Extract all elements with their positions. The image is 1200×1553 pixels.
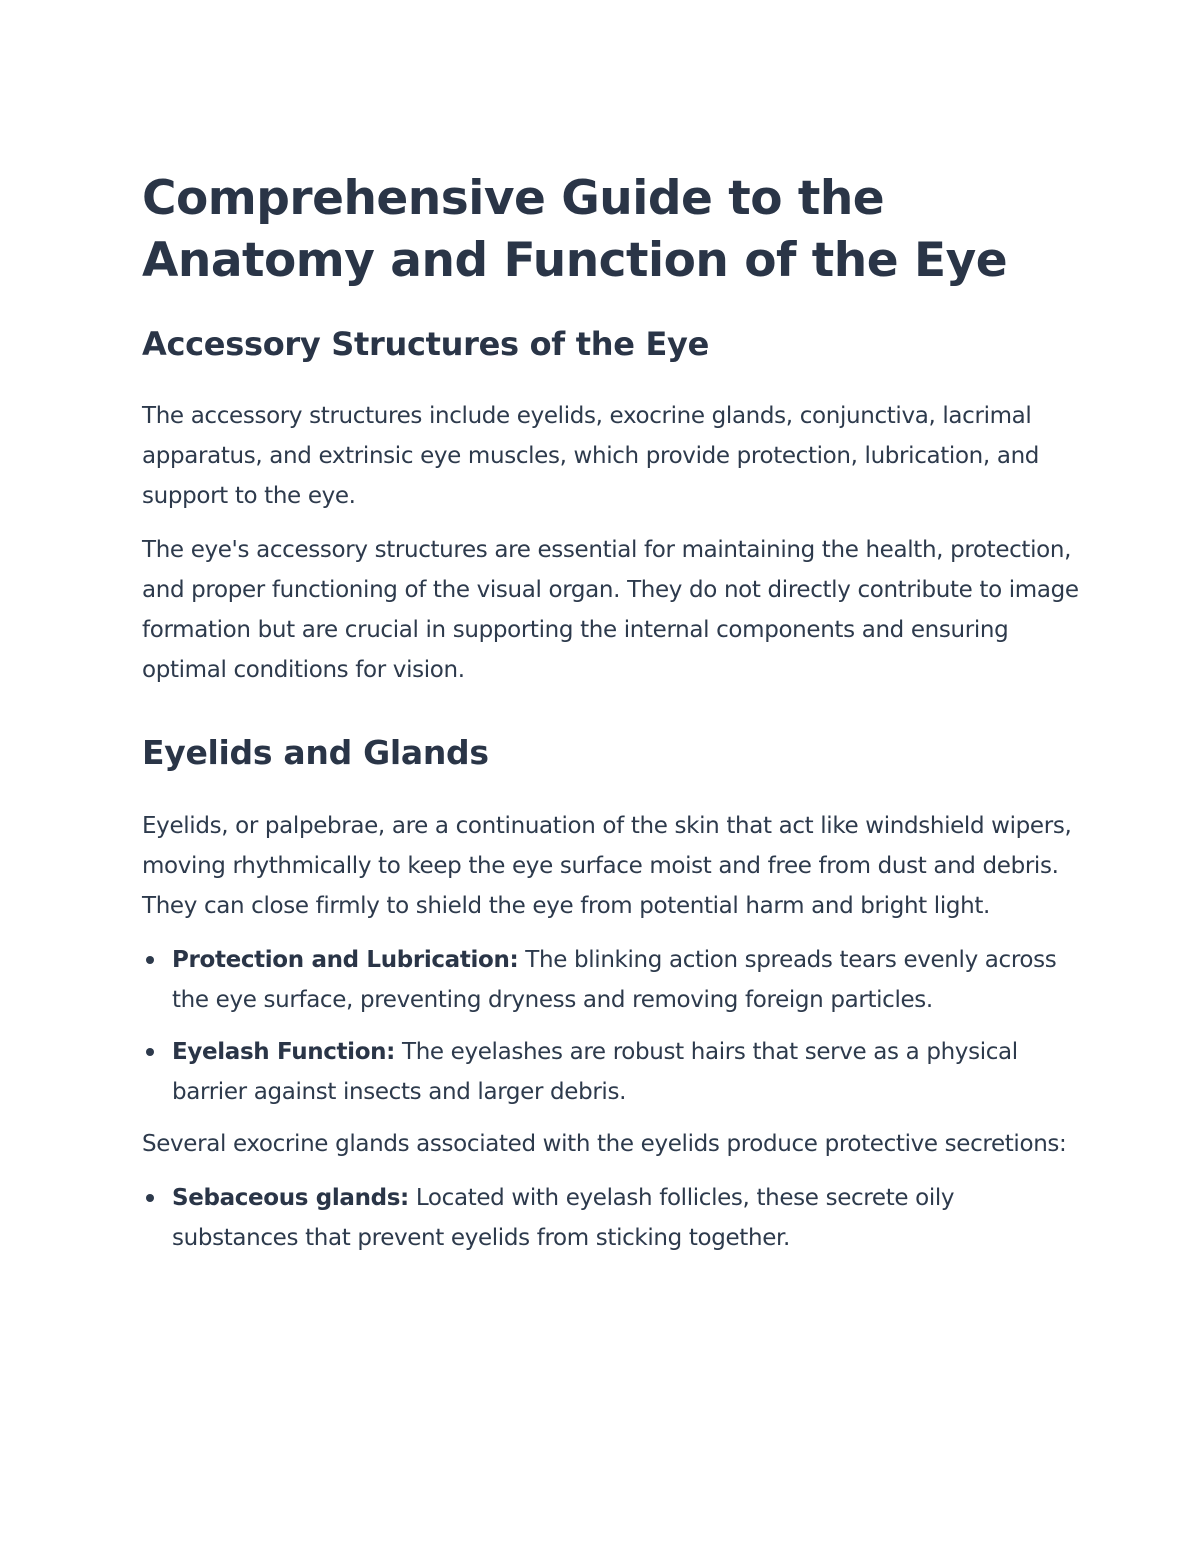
bullet-list [142,1178,1082,1258]
list-item-term: Protection and Lubrication: [172,947,519,973]
document-title: Comprehensive Guide to the Anatomy and Function of the Eye [142,171,1008,288]
list-item [142,940,1082,1020]
paragraph: Eyelids, or palpebrae, are a continuation of the skin that act like windshield wipers, moving rhythmically to keep the eye surface moist and free from dust and debris. They can close firmly to shield the eye from potential harm and bright light. [142,813,1072,919]
list-item-text: Located with eyelash follicles, these secrete oily substances that prevent eyelids from sticking together. [172,1185,955,1251]
list-item-text: The eyelashes are robust hairs that serve as a physical barrier against insects and larger debris. [172,1039,1018,1105]
bullet-list [142,940,1082,1112]
paragraph: The accessory structures include eyelids, exocrine glands, conjunctiva, lacrimal apparatus, and extrinsic eye muscles, which provide protection, lubrication, and support to the eye. [142,403,1040,509]
list-item-term: Sebaceous glands: [172,1185,409,1211]
list-item [142,1032,1082,1112]
section-heading-eyelids-and-glands: Eyelids and Glands [142,733,489,772]
paragraph: Several exocrine glands associated with the eyelids produce protective secretions: [142,1131,1067,1157]
document-page [142,168,1082,1270]
bullet-icon [146,1194,154,1202]
paragraph: The eye's accessory structures are essential for maintaining the health, protection, and proper functioning of the visual organ. They do not directly contribute to image formation but are crucial in supporting the internal components and ensuring optimal conditions for vision. [142,537,1079,683]
section-heading-accessory-structures: Accessory Structures of the Eye [142,325,709,363]
bullet-icon [146,1048,154,1056]
bullet-icon [146,956,154,964]
list-item-term: Eyelash Function: [172,1039,396,1065]
list-item-text: The blinking action spreads tears evenly across the eye surface, preventing dryness and removing foreign particles. [172,947,1057,1013]
list-item [142,1178,1082,1258]
